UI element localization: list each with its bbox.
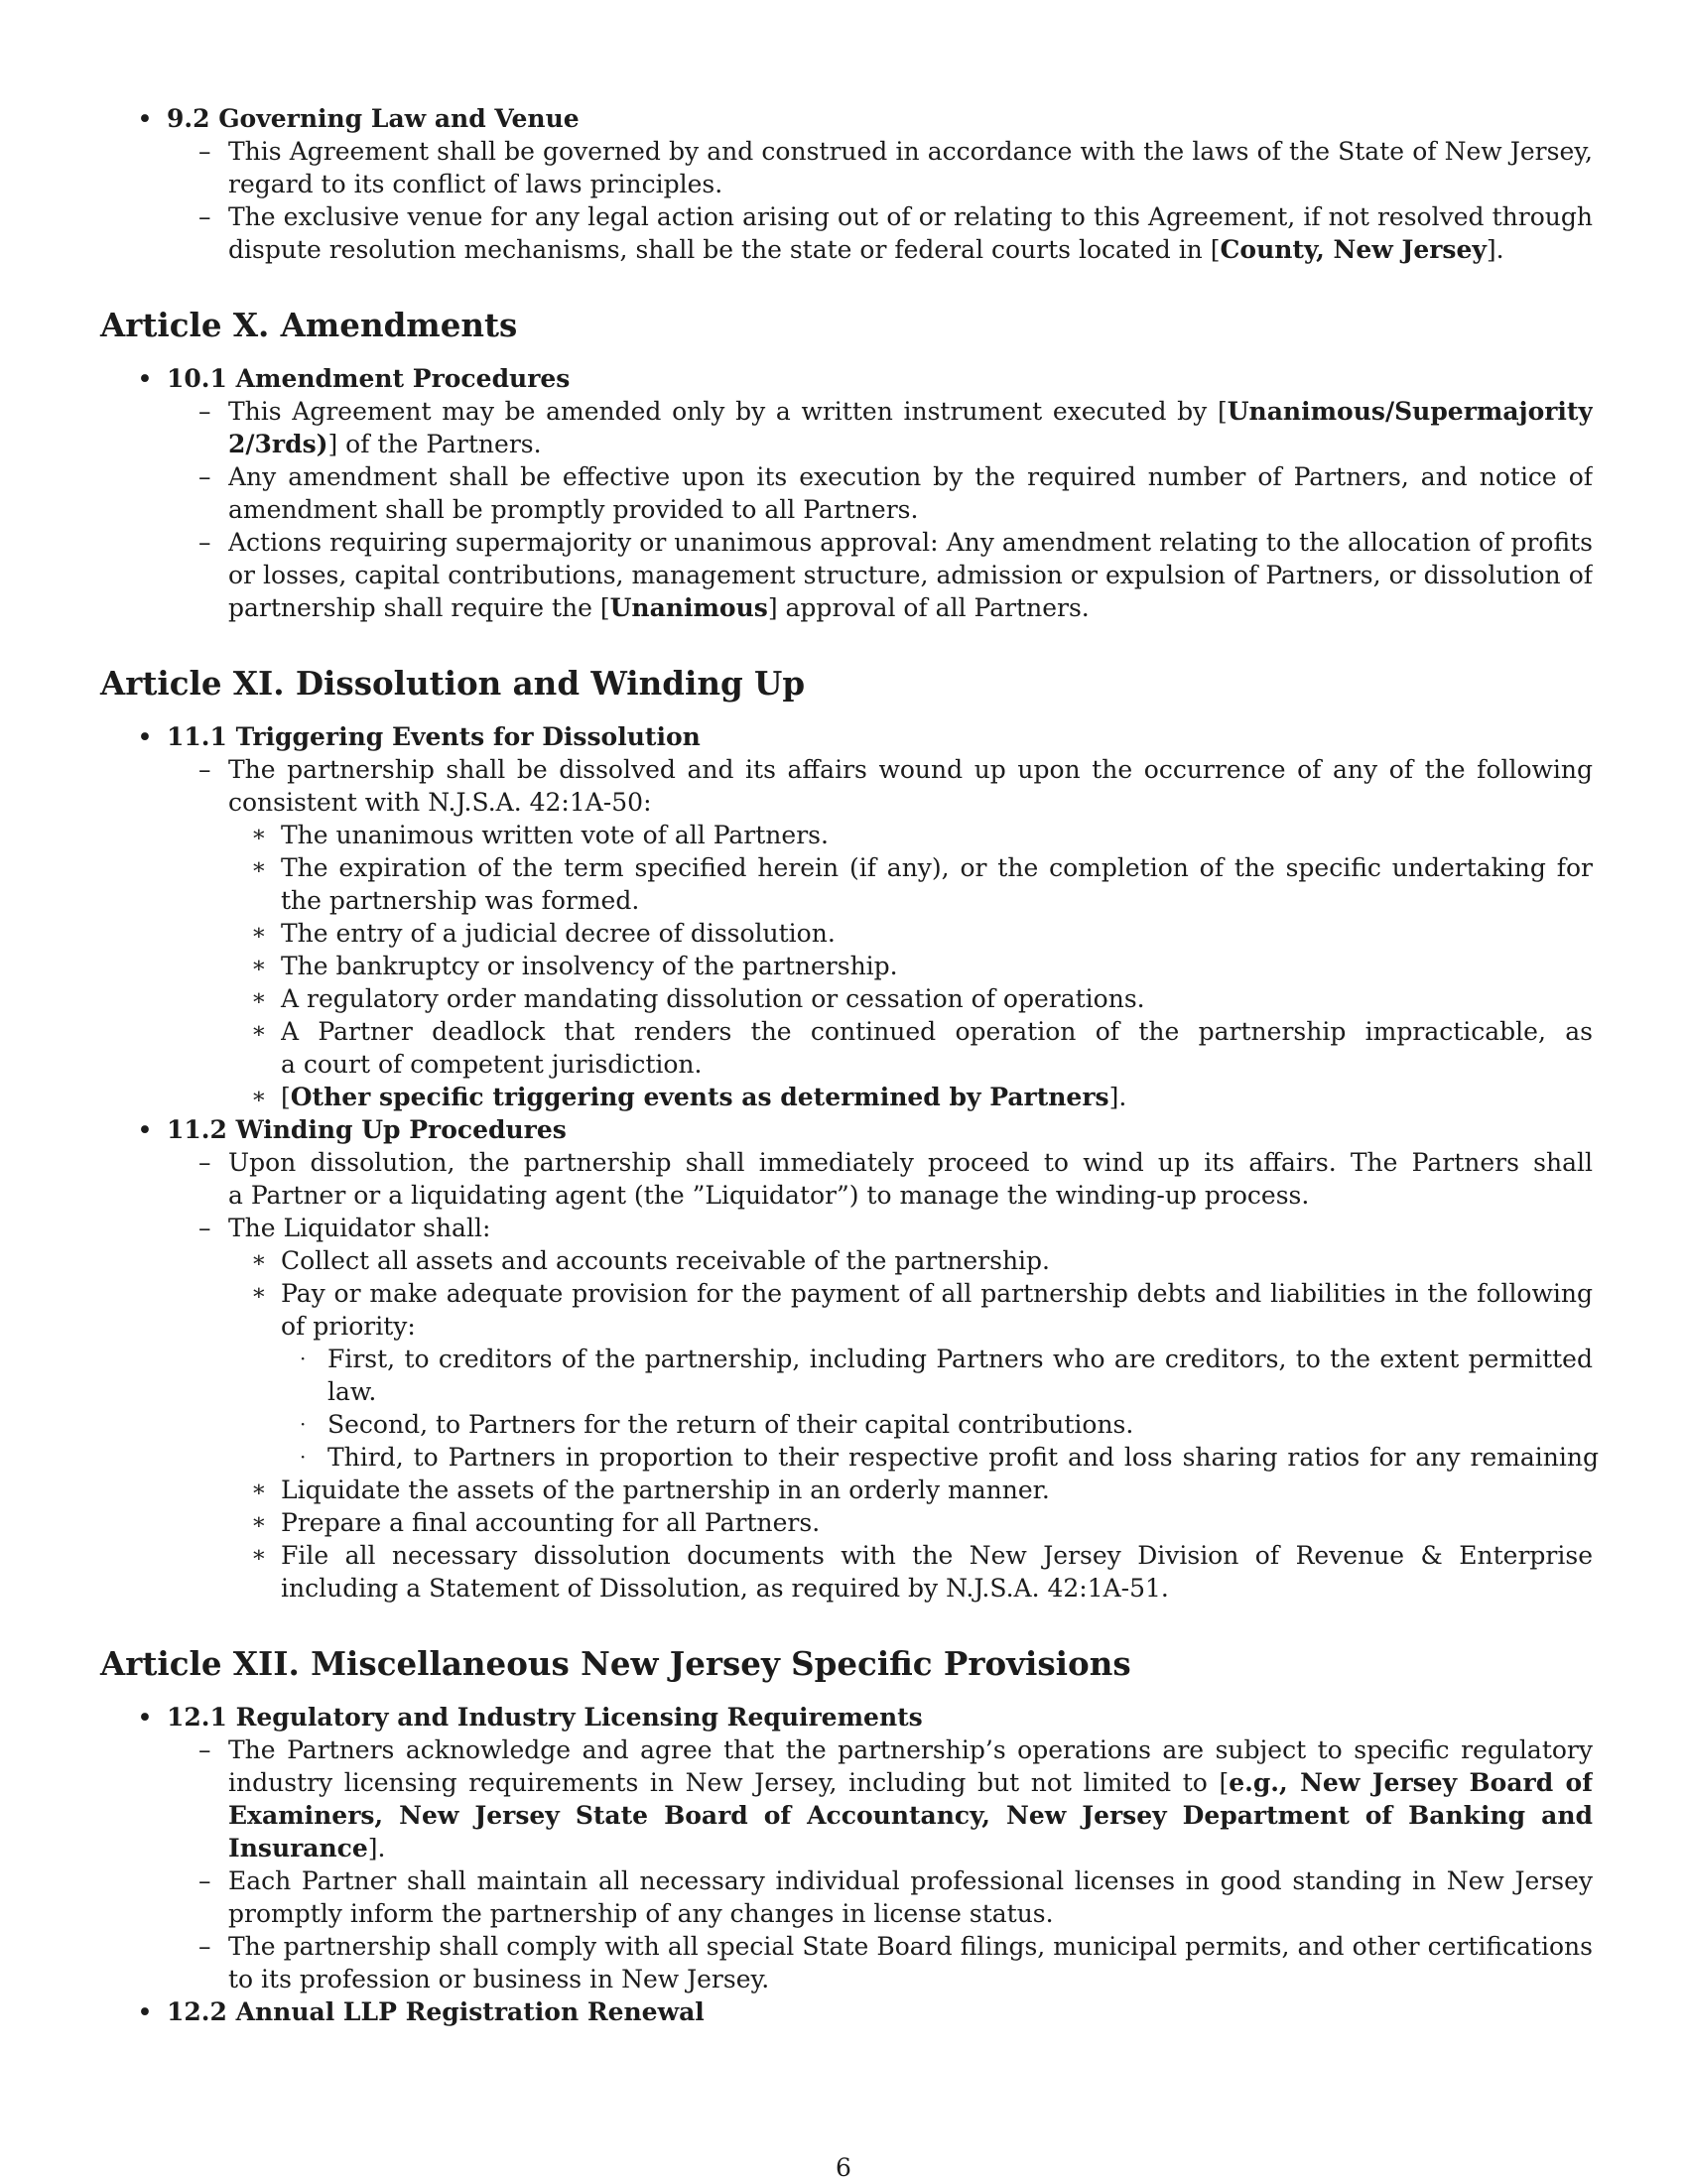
- text-run: The Liquidator shall:: [228, 1214, 491, 1242]
- text-run: Pay or make adequate provision for the payment of all partnership debts and liabilities in the following: [281, 1279, 1593, 1308]
- list-item: [281, 1539, 1593, 1572]
- text-run: of priority:: [281, 1312, 416, 1341]
- text-run: partnership shall require the [: [228, 593, 610, 622]
- text-run: Each Partner shall maintain all necessary individual professional licenses in good standing in New Jersey: [228, 1866, 1593, 1895]
- middot-marker: ·: [300, 1347, 307, 1370]
- text-run: or losses, capital contributions, management structure, admission or expulsion of Partners, or dissolution of: [228, 561, 1593, 589]
- asterisk-marker: ∗: [251, 1084, 267, 1109]
- text-run: dispute resolution mechanisms, shall be the state or federal courts located in [: [228, 235, 1221, 264]
- text-run: [: [281, 1083, 291, 1111]
- list-item: [281, 1572, 1169, 1605]
- list-item: [281, 884, 639, 917]
- list-item: [327, 1343, 1593, 1375]
- text-run: promptly inform the partnership of any changes in license status.: [228, 1899, 1054, 1928]
- asterisk-marker: ∗: [251, 1542, 267, 1568]
- asterisk-marker: ∗: [251, 854, 267, 880]
- text-line: [228, 1930, 1593, 1963]
- article-heading: [100, 1644, 1131, 1684]
- middot-marker: ·: [300, 1412, 307, 1436]
- text-run: ].: [1108, 1083, 1127, 1111]
- text-run: Third, to Partners in proportion to their respective profit and loss sharing ratios for any remaining: [327, 1443, 1599, 1472]
- text-line: [228, 1212, 490, 1244]
- text-line: [228, 200, 1593, 233]
- text-run: The expiration of the term specified herein (if any), or the completion of the specific undertaking for: [281, 853, 1593, 882]
- page-number: 6: [836, 2153, 851, 2182]
- text-line: [228, 395, 1593, 428]
- text-run: This Agreement may be amended only by a written instrument executed by [: [228, 397, 1228, 426]
- dash-marker: –: [198, 1735, 211, 1764]
- text-run: ] of the Partners.: [327, 430, 542, 458]
- text-run: The bankruptcy or insolvency of the partnership.: [281, 952, 898, 980]
- text-run: Article X. Amendments: [100, 306, 518, 344]
- text-line: [228, 428, 542, 460]
- text-run: Prepare a final accounting for all Partners.: [281, 1508, 821, 1537]
- text-line: [228, 786, 652, 819]
- text-run: to its profession or business in New Jersey.: [228, 1965, 770, 1993]
- asterisk-marker: ∗: [251, 1509, 267, 1535]
- dash-marker: –: [198, 1214, 211, 1242]
- text-run: ].: [1486, 235, 1504, 264]
- text-line: [228, 1766, 1593, 1799]
- text-line: [228, 591, 1090, 624]
- section-title: [167, 362, 570, 395]
- bold-text: Unanimous: [609, 593, 768, 622]
- bold-text: County, New Jersey: [1220, 235, 1487, 264]
- text-run: amendment shall be promptly provided to all Partners.: [228, 495, 919, 524]
- bullet-marker: •: [137, 1703, 153, 1734]
- text-run: Article XI. Dissolution and Winding Up: [100, 664, 806, 703]
- bold-text: Insurance: [228, 1834, 368, 1863]
- text-line: [228, 1963, 769, 1995]
- list-item: [327, 1375, 376, 1408]
- text-run: Second, to Partners for the return of their capital contributions.: [327, 1410, 1134, 1439]
- bold-text: 9.2 Governing Law and Venue: [167, 104, 580, 133]
- bold-text: Unanimous/Supermajority: [1227, 397, 1593, 426]
- list-item: [281, 1048, 702, 1081]
- text-run: consistent with N.J.S.A. 42:1A-50:: [228, 788, 652, 817]
- text-run: law.: [327, 1377, 377, 1406]
- list-item: [281, 1081, 1126, 1113]
- list-item: [281, 819, 829, 851]
- text-line: [228, 1799, 1593, 1832]
- text-line: [228, 526, 1593, 559]
- text-run: ].: [367, 1834, 386, 1863]
- dash-marker: –: [198, 1148, 211, 1177]
- asterisk-marker: ∗: [251, 1280, 267, 1306]
- list-item: [281, 851, 1593, 884]
- asterisk-marker: ∗: [251, 822, 267, 847]
- section-title: [167, 720, 701, 753]
- text-run: A regulatory order mandating dissolution or cessation of operations.: [281, 984, 1145, 1013]
- text-run: The entry of a judicial decree of dissolution.: [281, 919, 836, 948]
- bullet-marker: •: [137, 1997, 153, 2028]
- text-line: [228, 233, 1504, 266]
- text-run: A Partner deadlock that renders the continued operation of the partnership impracticable, as: [281, 1017, 1593, 1046]
- text-line: [228, 1832, 386, 1864]
- bold-text: Examiners, New Jersey State Board of Accountancy, New Jersey Department of Banking and: [228, 1801, 1593, 1830]
- text-run: industry licensing requirements in New Jersey, including but not limited to [: [228, 1768, 1230, 1797]
- text-run: ] approval of all Partners.: [767, 593, 1090, 622]
- text-line: [228, 460, 1593, 493]
- section-title: [167, 1701, 923, 1734]
- text-run: The partnership shall comply with all special State Board filings, municipal permits, and other certifications: [228, 1932, 1593, 1961]
- list-item: [281, 1015, 1593, 1048]
- text-run: First, to creditors of the partnership, including Partners who are creditors, to the extent permitted: [327, 1345, 1593, 1373]
- dash-marker: –: [198, 137, 211, 166]
- text-run: Collect all assets and accounts receivable of the partnership.: [281, 1246, 1050, 1275]
- bold-text: Other specific triggering events as determined by Partners: [290, 1083, 1109, 1111]
- list-item: [281, 1474, 1050, 1506]
- text-line: [228, 559, 1593, 591]
- bullet-marker: •: [137, 722, 153, 753]
- bold-text: 11.2 Winding Up Procedures: [167, 1115, 567, 1144]
- bold-text: 11.1 Triggering Events for Dissolution: [167, 722, 701, 751]
- bold-text: 2/3rds): [228, 430, 328, 458]
- dash-marker: –: [198, 397, 211, 426]
- bold-text: 12.2 Annual LLP Registration Renewal: [167, 1997, 705, 2026]
- bold-text: e.g., New Jersey Board of: [1229, 1768, 1593, 1797]
- text-run: The unanimous written vote of all Partners.: [281, 821, 829, 849]
- text-line: [228, 168, 722, 200]
- list-item: [281, 1506, 820, 1539]
- asterisk-marker: ∗: [251, 1477, 267, 1502]
- list-item: [281, 917, 836, 950]
- text-line: [228, 1734, 1593, 1766]
- text-line: [228, 493, 918, 526]
- bullet-marker: •: [137, 1115, 153, 1146]
- asterisk-marker: ∗: [251, 1247, 267, 1273]
- list-item: [281, 1277, 1593, 1310]
- text-line: [228, 1897, 1054, 1930]
- middot-marker: ·: [300, 1445, 307, 1469]
- text-line: [228, 1146, 1593, 1179]
- dash-marker: –: [198, 462, 211, 491]
- section-title: [167, 1113, 567, 1146]
- text-run: Actions requiring supermajority or unanimous approval: Any amendment relating to the allocation of profits: [228, 528, 1593, 557]
- text-run: a court of competent jurisdiction.: [281, 1050, 703, 1079]
- text-run: This Agreement shall be governed by and construed in accordance with the laws of the State of New Jersey,: [228, 137, 1593, 166]
- text-run: Any amendment shall be effective upon its execution by the required number of Partners, and notice of: [228, 462, 1593, 491]
- text-run: a Partner or a liquidating agent (the ”Liquidator”) to manage the winding-up process.: [228, 1181, 1310, 1210]
- bold-text: 10.1 Amendment Procedures: [167, 364, 571, 393]
- asterisk-marker: ∗: [251, 920, 267, 946]
- dash-marker: –: [198, 755, 211, 784]
- text-line: [228, 1179, 1309, 1212]
- dash-marker: –: [198, 1932, 211, 1961]
- list-item: [281, 1310, 416, 1343]
- list-item: [281, 1244, 1050, 1277]
- text-run: The Partners acknowledge and agree that the partnership’s operations are subject to specific regulatory: [228, 1735, 1593, 1764]
- text-run: Upon dissolution, the partnership shall immediately proceed to wind up its affairs. The Partners shall: [228, 1148, 1593, 1177]
- text-run: Liquidate the assets of the partnership in an orderly manner.: [281, 1476, 1050, 1504]
- dash-marker: –: [198, 202, 211, 231]
- bullet-marker: •: [137, 364, 153, 395]
- text-line: [228, 753, 1593, 786]
- dash-marker: –: [198, 1866, 211, 1895]
- text-run: The exclusive venue for any legal action arising out of or relating to this Agreement, if not resolved through: [228, 202, 1593, 231]
- text-line: [228, 1864, 1593, 1897]
- article-heading: [100, 664, 805, 704]
- dash-marker: –: [198, 528, 211, 557]
- list-item: [281, 982, 1145, 1015]
- text-run: regard to its conflict of laws principles.: [228, 170, 723, 198]
- article-heading: [100, 306, 517, 345]
- text-run: the partnership was formed.: [281, 886, 640, 915]
- bullet-marker: •: [137, 104, 153, 135]
- list-item: [327, 1441, 1599, 1474]
- asterisk-marker: ∗: [251, 1018, 267, 1044]
- asterisk-marker: ∗: [251, 985, 267, 1011]
- list-item: [327, 1408, 1133, 1441]
- text-run: File all necessary dissolution documents with the New Jersey Division of Revenue & Enterprise: [281, 1541, 1593, 1570]
- text-run: The partnership shall be dissolved and its affairs wound up upon the occurrence of any of the following: [228, 755, 1593, 784]
- list-item: [281, 950, 898, 982]
- section-title: [167, 102, 580, 135]
- text-run: Article XII. Miscellaneous New Jersey Specific Provisions: [100, 1644, 1131, 1683]
- text-line: [228, 135, 1593, 168]
- text-run: including a Statement of Dissolution, as required by N.J.S.A. 42:1A-51.: [281, 1574, 1169, 1603]
- bold-text: 12.1 Regulatory and Industry Licensing Requirements: [167, 1703, 923, 1732]
- section-title: [167, 1995, 705, 2028]
- asterisk-marker: ∗: [251, 953, 267, 978]
